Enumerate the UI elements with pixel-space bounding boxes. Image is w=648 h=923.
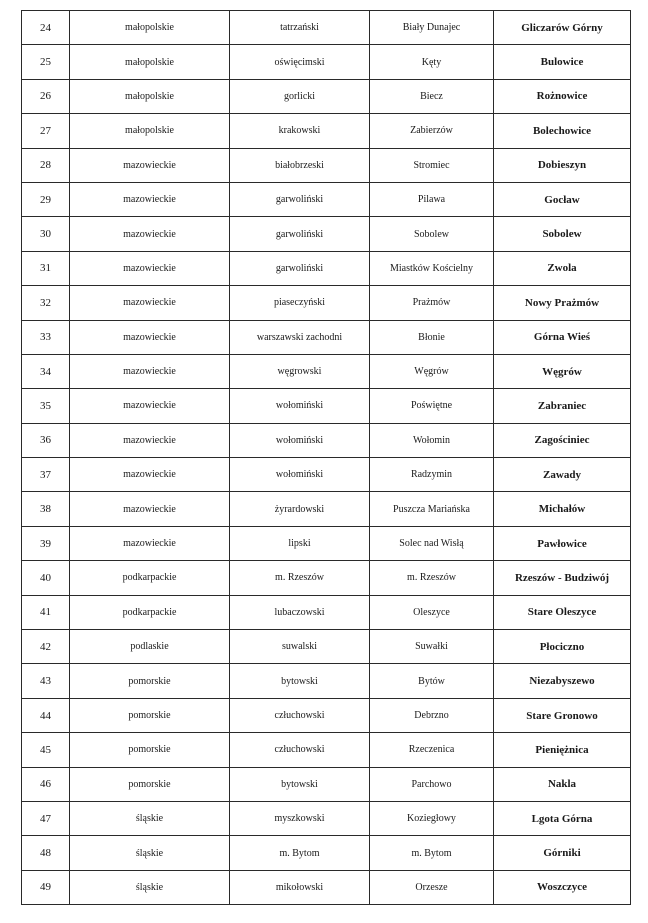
voivodeship-cell: mazowieckie — [70, 492, 230, 526]
county-cell: białobrzeski — [230, 148, 370, 182]
locality-cell: Rożnowice — [494, 79, 631, 113]
table-row — [22, 45, 631, 79]
locality-cell: Lgota Górna — [494, 801, 631, 835]
table-row — [22, 870, 631, 904]
commune-cell: Sobolew — [370, 217, 494, 251]
row-number: 27 — [22, 114, 70, 148]
commune-cell: Radzymin — [370, 458, 494, 492]
row-number: 36 — [22, 423, 70, 457]
locality-cell: Zagościniec — [494, 423, 631, 457]
voivodeship-cell: małopolskie — [70, 114, 230, 148]
table-row — [22, 11, 631, 45]
commune-cell: Węgrów — [370, 354, 494, 388]
table-row — [22, 320, 631, 354]
county-cell: warszawski zachodni — [230, 320, 370, 354]
voivodeship-cell: mazowieckie — [70, 148, 230, 182]
row-number: 43 — [22, 664, 70, 698]
row-number: 39 — [22, 526, 70, 560]
voivodeship-cell: mazowieckie — [70, 354, 230, 388]
voivodeship-cell: mazowieckie — [70, 526, 230, 560]
county-cell: żyrardowski — [230, 492, 370, 526]
table-body — [22, 11, 631, 905]
table-row — [22, 526, 631, 560]
locality-cell: Nowy Prażmów — [494, 286, 631, 320]
table-row — [22, 251, 631, 285]
voivodeship-cell: mazowieckie — [70, 217, 230, 251]
locality-cell: Płociczno — [494, 630, 631, 664]
row-number: 41 — [22, 595, 70, 629]
county-cell: bytowski — [230, 664, 370, 698]
row-number: 26 — [22, 79, 70, 113]
county-cell: węgrowski — [230, 354, 370, 388]
voivodeship-cell: mazowieckie — [70, 423, 230, 457]
commune-cell: Puszcza Mariańska — [370, 492, 494, 526]
voivodeship-cell: mazowieckie — [70, 389, 230, 423]
table-row — [22, 630, 631, 664]
table-row — [22, 182, 631, 216]
locality-cell: Górna Wieś — [494, 320, 631, 354]
commune-cell: Wołomin — [370, 423, 494, 457]
locality-cell: Niezabyszewo — [494, 664, 631, 698]
county-cell: garwoliński — [230, 182, 370, 216]
commune-cell: Kęty — [370, 45, 494, 79]
county-cell: krakowski — [230, 114, 370, 148]
voivodeship-cell: podkarpackie — [70, 595, 230, 629]
county-cell: wołomiński — [230, 389, 370, 423]
locality-cell: Bolechowice — [494, 114, 631, 148]
table-row — [22, 217, 631, 251]
row-number: 31 — [22, 251, 70, 285]
county-cell: bytowski — [230, 767, 370, 801]
row-number: 30 — [22, 217, 70, 251]
row-number: 32 — [22, 286, 70, 320]
row-number: 46 — [22, 767, 70, 801]
locality-cell: Michałów — [494, 492, 631, 526]
voivodeship-cell: pomorskie — [70, 767, 230, 801]
commune-cell: Błonie — [370, 320, 494, 354]
voivodeship-cell: małopolskie — [70, 11, 230, 45]
table-row — [22, 561, 631, 595]
locality-cell: Zawady — [494, 458, 631, 492]
county-cell: tatrzański — [230, 11, 370, 45]
county-cell: mikołowski — [230, 870, 370, 904]
locality-cell: Nakla — [494, 767, 631, 801]
row-number: 33 — [22, 320, 70, 354]
locality-cell: Stare Gronowo — [494, 698, 631, 732]
voivodeship-cell: małopolskie — [70, 45, 230, 79]
commune-cell: Suwałki — [370, 630, 494, 664]
county-cell: suwalski — [230, 630, 370, 664]
table-row — [22, 389, 631, 423]
locality-cell: Bulowice — [494, 45, 631, 79]
commune-cell: m. Rzeszów — [370, 561, 494, 595]
commune-cell: Solec nad Wisłą — [370, 526, 494, 560]
county-cell: myszkowski — [230, 801, 370, 835]
row-number: 24 — [22, 11, 70, 45]
table-row — [22, 801, 631, 835]
locality-cell: Gocław — [494, 182, 631, 216]
row-number: 35 — [22, 389, 70, 423]
locality-cell: Dobieszyn — [494, 148, 631, 182]
row-number: 42 — [22, 630, 70, 664]
commune-cell: Koziegłowy — [370, 801, 494, 835]
commune-cell: Zabierzów — [370, 114, 494, 148]
row-number: 45 — [22, 733, 70, 767]
voivodeship-cell: śląskie — [70, 836, 230, 870]
commune-cell: Parchowo — [370, 767, 494, 801]
table-row — [22, 664, 631, 698]
county-cell: lipski — [230, 526, 370, 560]
row-number: 40 — [22, 561, 70, 595]
voivodeship-cell: mazowieckie — [70, 286, 230, 320]
commune-cell: Oleszyce — [370, 595, 494, 629]
table-row — [22, 458, 631, 492]
table-row — [22, 423, 631, 457]
commune-cell: Rzeczenica — [370, 733, 494, 767]
row-number: 28 — [22, 148, 70, 182]
locality-cell: Stare Oleszyce — [494, 595, 631, 629]
voivodeship-cell: podlaskie — [70, 630, 230, 664]
county-cell: garwoliński — [230, 251, 370, 285]
county-cell: wołomiński — [230, 458, 370, 492]
commune-cell: Debrzno — [370, 698, 494, 732]
commune-cell: Poświętne — [370, 389, 494, 423]
row-number: 47 — [22, 801, 70, 835]
county-cell: człuchowski — [230, 698, 370, 732]
commune-cell: Prażmów — [370, 286, 494, 320]
county-cell: gorlicki — [230, 79, 370, 113]
locality-cell: Pieniężnica — [494, 733, 631, 767]
commune-cell: Orzesze — [370, 870, 494, 904]
voivodeship-cell: pomorskie — [70, 664, 230, 698]
voivodeship-cell: podkarpackie — [70, 561, 230, 595]
commune-cell: Biecz — [370, 79, 494, 113]
voivodeship-cell: pomorskie — [70, 733, 230, 767]
commune-cell: Pilawa — [370, 182, 494, 216]
table-row — [22, 698, 631, 732]
county-cell: m. Bytom — [230, 836, 370, 870]
voivodeship-cell: śląskie — [70, 801, 230, 835]
table-row — [22, 767, 631, 801]
county-cell: lubaczowski — [230, 595, 370, 629]
commune-cell: Biały Dunajec — [370, 11, 494, 45]
county-cell: m. Rzeszów — [230, 561, 370, 595]
locality-cell: Sobolew — [494, 217, 631, 251]
county-cell: człuchowski — [230, 733, 370, 767]
voivodeship-cell: śląskie — [70, 870, 230, 904]
locality-cell: Zwola — [494, 251, 631, 285]
localities-table — [21, 10, 631, 905]
locality-cell: Górniki — [494, 836, 631, 870]
voivodeship-cell: mazowieckie — [70, 320, 230, 354]
voivodeship-cell: mazowieckie — [70, 458, 230, 492]
county-cell: oświęcimski — [230, 45, 370, 79]
locality-cell: Woszczyce — [494, 870, 631, 904]
row-number: 38 — [22, 492, 70, 526]
commune-cell: Stromiec — [370, 148, 494, 182]
county-cell: garwoliński — [230, 217, 370, 251]
commune-cell: m. Bytom — [370, 836, 494, 870]
table-row — [22, 286, 631, 320]
locality-cell: Zabraniec — [494, 389, 631, 423]
voivodeship-cell: małopolskie — [70, 79, 230, 113]
locality-cell: Gliczarów Górny — [494, 11, 631, 45]
commune-cell: Miastków Kościelny — [370, 251, 494, 285]
row-number: 48 — [22, 836, 70, 870]
voivodeship-cell: pomorskie — [70, 698, 230, 732]
table-row — [22, 733, 631, 767]
row-number: 29 — [22, 182, 70, 216]
commune-cell: Bytów — [370, 664, 494, 698]
row-number: 37 — [22, 458, 70, 492]
county-cell: wołomiński — [230, 423, 370, 457]
voivodeship-cell: mazowieckie — [70, 182, 230, 216]
table-row — [22, 354, 631, 388]
locality-cell: Węgrów — [494, 354, 631, 388]
table-row — [22, 595, 631, 629]
row-number: 49 — [22, 870, 70, 904]
row-number: 25 — [22, 45, 70, 79]
row-number: 44 — [22, 698, 70, 732]
locality-cell: Rzeszów - Budziwój — [494, 561, 631, 595]
table-row — [22, 148, 631, 182]
table-row — [22, 114, 631, 148]
table-row — [22, 836, 631, 870]
locality-cell: Pawłowice — [494, 526, 631, 560]
row-number: 34 — [22, 354, 70, 388]
table-row — [22, 492, 631, 526]
document-page — [21, 10, 630, 905]
voivodeship-cell: mazowieckie — [70, 251, 230, 285]
table-row — [22, 79, 631, 113]
county-cell: piaseczyński — [230, 286, 370, 320]
